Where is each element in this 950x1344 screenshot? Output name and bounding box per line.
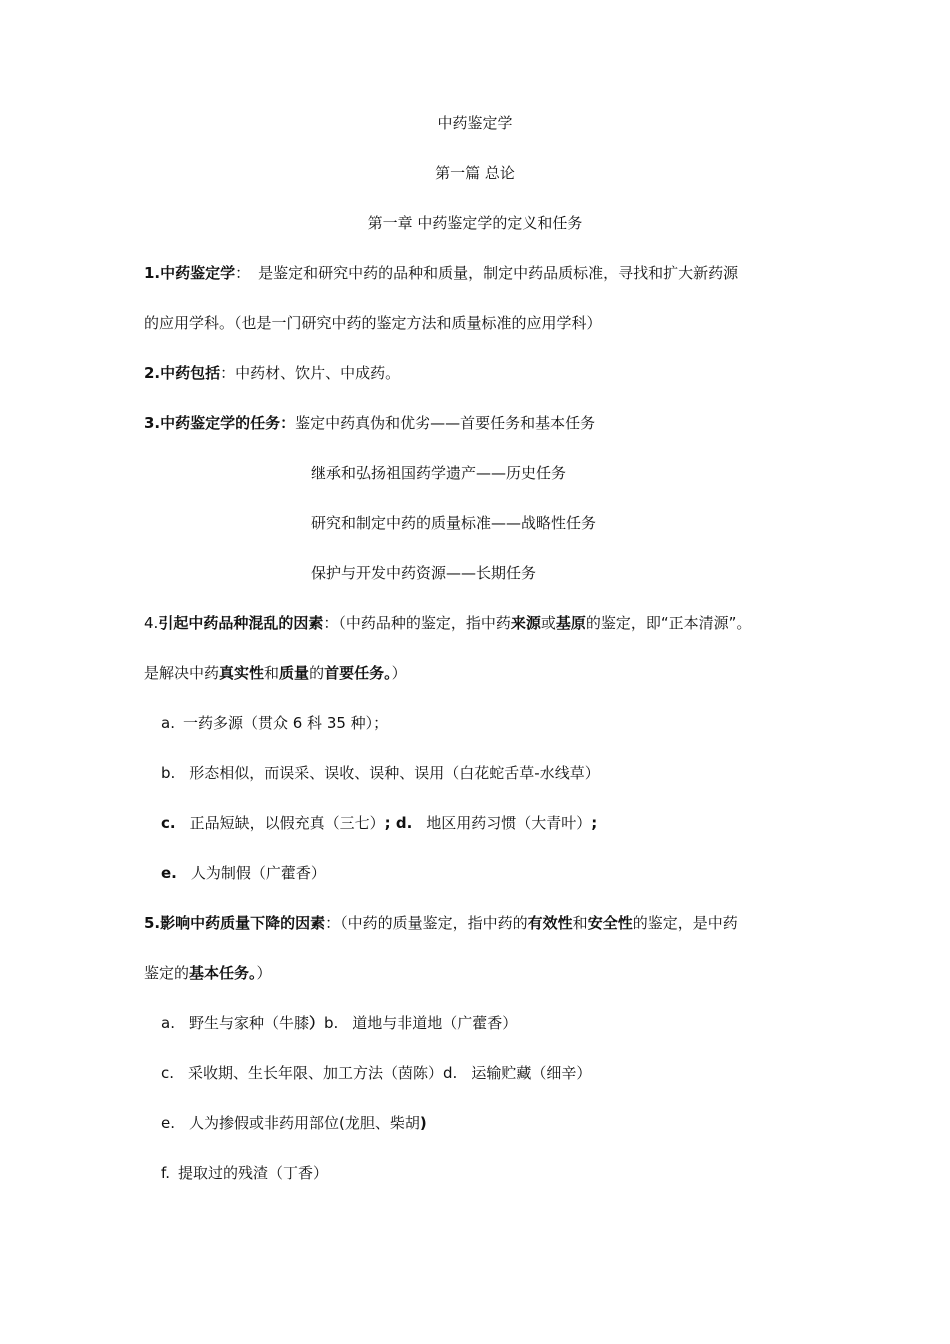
list-text: 形态相似，而误采、误收、误种、误用（白花蛇舌草-水线草） [189, 764, 600, 782]
list-text: 野生与家种（牛膝 [188, 1014, 309, 1032]
task-item: 继承和弘扬祖国药学遗产——历史任务 [311, 464, 567, 482]
section-number: 4. [144, 614, 159, 632]
definition-line-2: 的应用学科。（也是一门研究中药的鉴定方法和质量标准的应用学科） [144, 314, 602, 332]
list-marker: e. [161, 864, 177, 882]
emphasis-text: 质量 [279, 664, 310, 682]
document-title: 中药鉴定学 [437, 114, 513, 132]
list-text: 正品短缺，以假充真（三七） [189, 814, 385, 832]
list-marker: b. [161, 764, 176, 782]
list-marker: c. [161, 814, 176, 832]
inline-text: 鉴定的 [144, 964, 190, 982]
list-item [161, 863, 326, 883]
inline-text: 和 [572, 914, 588, 932]
composition-text: ：中药材、饮片、中成药。 [220, 364, 401, 382]
list-marker: b. [324, 1014, 339, 1032]
quality-factors-line-1 [144, 913, 738, 933]
list-text: 一药多源（贯众 6 科 35 种）； [182, 714, 389, 732]
emphasis-text: 基原 [555, 614, 586, 632]
list-punctuation: ) [419, 1114, 427, 1132]
list-text: 采收期、生长年限、加工方法（茵陈）d. [188, 1064, 458, 1082]
emphasis-text: 来源 [510, 614, 541, 632]
chapter-heading: 第一章 中药鉴定学的定义和任务 [367, 214, 583, 232]
confusion-factors-label: 引起中药品种混乱的因素 [158, 614, 324, 632]
inline-text: 的鉴定，即“正本清源”。 [585, 614, 752, 632]
task-item: 鉴定中药真伪和优劣——首要任务和基本任务 [295, 414, 596, 432]
list-item [161, 813, 597, 833]
emphasis-text: 基本任务。 [189, 964, 257, 982]
quality-factors-label: 5.影响中药质量下降的因素 [144, 914, 326, 932]
confusion-factors-line-2 [144, 663, 407, 683]
part-heading: 第一篇 总论 [435, 164, 515, 182]
inline-text: ：（中药的质量鉴定，指中药的 [325, 914, 528, 932]
composition-label: 2.中药包括 [144, 364, 221, 382]
list-marker: a. [161, 714, 175, 732]
inline-text: ） [256, 964, 272, 982]
inline-text: 和 [264, 664, 280, 682]
inline-text: 或 [540, 614, 556, 632]
emphasis-text: 首要任务。 [324, 664, 392, 682]
list-item [161, 763, 600, 783]
definition-label: 1.中药鉴定学 [144, 264, 236, 282]
list-text: 人为制假（广藿香） [190, 864, 326, 882]
task-item: 保护与开发中药资源——长期任务 [311, 564, 537, 582]
list-punctuation: ） [308, 1014, 324, 1032]
list-item [161, 1113, 427, 1133]
definition-colon: ： [235, 264, 251, 282]
list-marker: e. [161, 1114, 175, 1132]
inline-text: 的鉴定，是中药 [632, 914, 738, 932]
task-item: 研究和制定中药的质量标准——战略性任务 [311, 514, 597, 532]
list-punctuation: ; [591, 814, 598, 832]
list-item [161, 1063, 591, 1083]
definition-text: 是鉴定和研究中药的品种和质量，制定中药品质标准，寻找和扩大新药源 [258, 264, 739, 282]
inline-text: ） [391, 664, 407, 682]
list-marker: a. [161, 1014, 175, 1032]
emphasis-text: 真实性 [219, 664, 265, 682]
list-text: 运输贮藏（细辛） [471, 1064, 592, 1082]
inline-text: ：（中药品种的鉴定，指中药 [323, 614, 511, 632]
list-item [161, 713, 388, 733]
list-marker: c. [161, 1064, 175, 1082]
list-text: 地区用药习惯（大青叶） [426, 814, 592, 832]
list-text: 道地与非道地（广藿香） [352, 1014, 518, 1032]
emphasis-text: 有效性 [527, 914, 573, 932]
tasks-label: 3.中药鉴定学的任务： [144, 414, 296, 432]
list-marker: f. [161, 1164, 170, 1182]
list-text: 人为掺假或非药用部位(龙胆、柴胡 [189, 1114, 420, 1132]
list-marker: ; d. [384, 814, 413, 832]
quality-factors-line-2 [144, 963, 272, 983]
confusion-factors-line-1 [144, 613, 751, 633]
tasks-line [144, 413, 595, 433]
list-item [161, 1163, 328, 1183]
list-item [161, 1013, 517, 1033]
inline-text: 是解决中药 [144, 664, 220, 682]
emphasis-text: 安全性 [587, 914, 633, 932]
inline-text: 的 [309, 664, 325, 682]
definition-line-1 [144, 263, 738, 283]
list-text: 提取过的残渣（丁香） [177, 1164, 328, 1182]
composition-line [144, 363, 400, 383]
